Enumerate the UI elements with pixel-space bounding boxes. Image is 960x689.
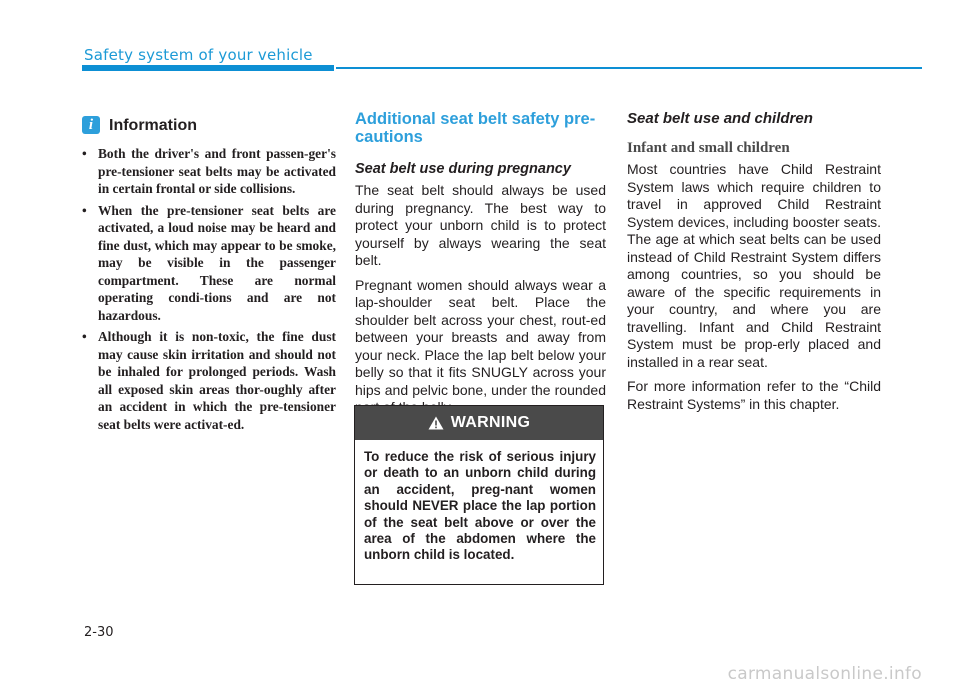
information-column — [82, 114, 336, 437]
body-paragraph: Most countries have Child Restraint System laws which require children to travel in approved Child Restraint System devices, including booster seats. The age at which seat belts can be used instead of Child Restraint System differs among countries, so you should be aware of the specific requirements in your country, and where you are travelling. Infant and Child Restraint System must be prop-erly placed and installed in a rear seat. — [627, 161, 881, 370]
warning-triangle-icon — [428, 416, 444, 430]
warning-box — [354, 405, 604, 585]
information-header — [82, 114, 336, 136]
header-rule-thin — [336, 67, 922, 69]
information-bullet: • Both the driver's and front passen-ger's pre-tensioner seat belts may be activated in certain frontal or side collisions. — [82, 145, 336, 198]
warning-text: To reduce the risk of serious injury or death to an unborn child during an accident, preg-nant women should NEVER place the lap portion of the seat belt above or over the area of the abdomen where the unborn child is located. — [364, 449, 596, 563]
section-heading: Additional seat belt safety pre-cautions — [355, 110, 596, 146]
body-paragraph: The seat belt should always be used during pregnancy. The best way to protect your unborn child is to protect yourself by always wearing the seat belt. — [355, 182, 606, 268]
body-paragraph: Pregnant women should always wear a lap-shoulder seat belt. Place the shoulder belt across your chest, rout-ed between your breasts and away from your neck. Place the lap belt below your belly so that it fits SNUGLY across your hips and pelvic bone, under the rounded — [355, 276, 606, 398]
information-title: Information — [109, 117, 197, 134]
page-number: 2-30 — [84, 625, 114, 640]
infant-heading: Infant and small children — [627, 140, 790, 156]
body-paragraph: For more information refer to the “Child Restraint Systems” in this chapter. — [627, 378, 881, 412]
warning-label: WARNING — [450, 414, 531, 431]
pregnancy-column — [355, 110, 606, 417]
information-list — [82, 145, 336, 433]
children-subheading: Seat belt use and children — [627, 110, 813, 127]
information-bullet: • When the pre-tensioner seat belts are activated, a loud noise may be heard and fine dust, which may appear to be smoke, may be visible in the passenger compartment. These are normal operating condi-tions and are not hazardous. — [82, 202, 336, 325]
info-icon: i — [82, 116, 100, 134]
warning-header — [355, 406, 603, 440]
pregnancy-subheading: Seat belt use during pregnancy — [355, 161, 571, 177]
information-bullet: • Although it is non-toxic, the fine dust may cause skin irritation and should not be inhaled for prolonged periods. Wash all exposed skin areas thor-oughly after an accident in which the pre-tensioner seat belts were activat-ed. — [82, 328, 336, 433]
section-title: Safety system of your vehicle — [84, 46, 313, 64]
header-rule-thick — [82, 65, 334, 71]
watermark: carmanualsonline.info — [727, 664, 922, 684]
children-column — [627, 110, 881, 413]
